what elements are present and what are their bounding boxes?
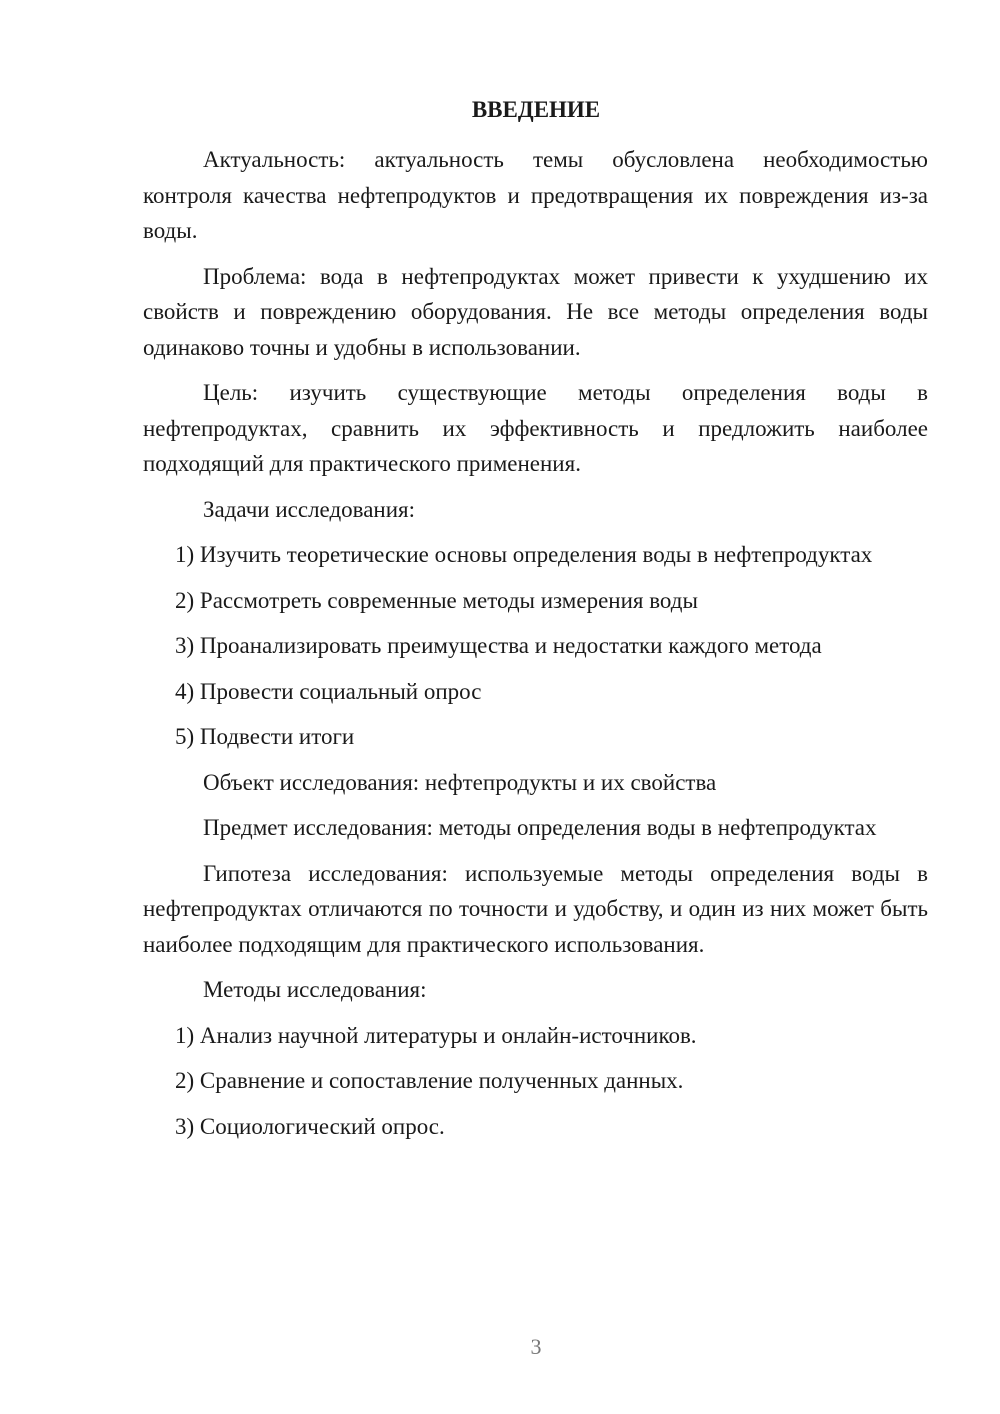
list-item: 1) Изучить теоретические основы определения воды в нефтепродуктах: [175, 542, 873, 567]
hypothesis-paragraph: Гипотеза исследования: используемые методы определения воды в нефтепродуктах отличаются по точности и удобству, и один из них может быть наиболее подходящим для практического использования.: [143, 860, 928, 957]
methods-heading: Методы исследования:: [203, 977, 427, 1002]
page-number: 3: [530, 1334, 542, 1359]
list-item: 3) Проанализировать преимущества и недостатки каждого метода: [175, 633, 822, 658]
document-body: [143, 142, 928, 1154]
relevance-paragraph: Актуальность: актуальность темы обусловлена необходимостью контроля качества нефтепродуктов и предотвращения их повреждения из-за воды.: [143, 147, 928, 243]
subject-paragraph: Предмет исследования: методы определения воды в нефтепродуктах: [203, 815, 877, 840]
list-item: 2) Рассмотреть современные методы измерения воды: [175, 587, 698, 613]
list-item: 4) Провести социальный опрос: [175, 678, 482, 704]
tasks-heading: Задачи исследования:: [203, 496, 416, 522]
problem-paragraph: Проблема: вода в нефтепродуктах может привести к ухудшению их свойств и повреждению оборудования. Не все методы определения воды одинаково точны и удобны в использовании.: [143, 263, 928, 360]
object-paragraph: Объект исследования: нефтепродукты и их свойства: [203, 769, 717, 795]
list-item: 1) Анализ научной литературы и онлайн-источников.: [175, 1022, 697, 1048]
tasks-list: [143, 537, 928, 755]
page-title: ВВЕДЕНИЕ: [471, 97, 601, 122]
list-item: 5) Подвести итоги: [175, 724, 355, 749]
list-item: 3) Социологический опрос.: [175, 1113, 445, 1139]
goal-paragraph: Цель: изучить существующие методы определения воды в нефтепродуктах, сравнить их эффективность и предложить наиболее подходящий для практического применения.: [143, 380, 928, 476]
methods-list: [143, 1018, 928, 1145]
list-item: 2) Сравнение и сопоставление полученных данных.: [175, 1068, 684, 1093]
